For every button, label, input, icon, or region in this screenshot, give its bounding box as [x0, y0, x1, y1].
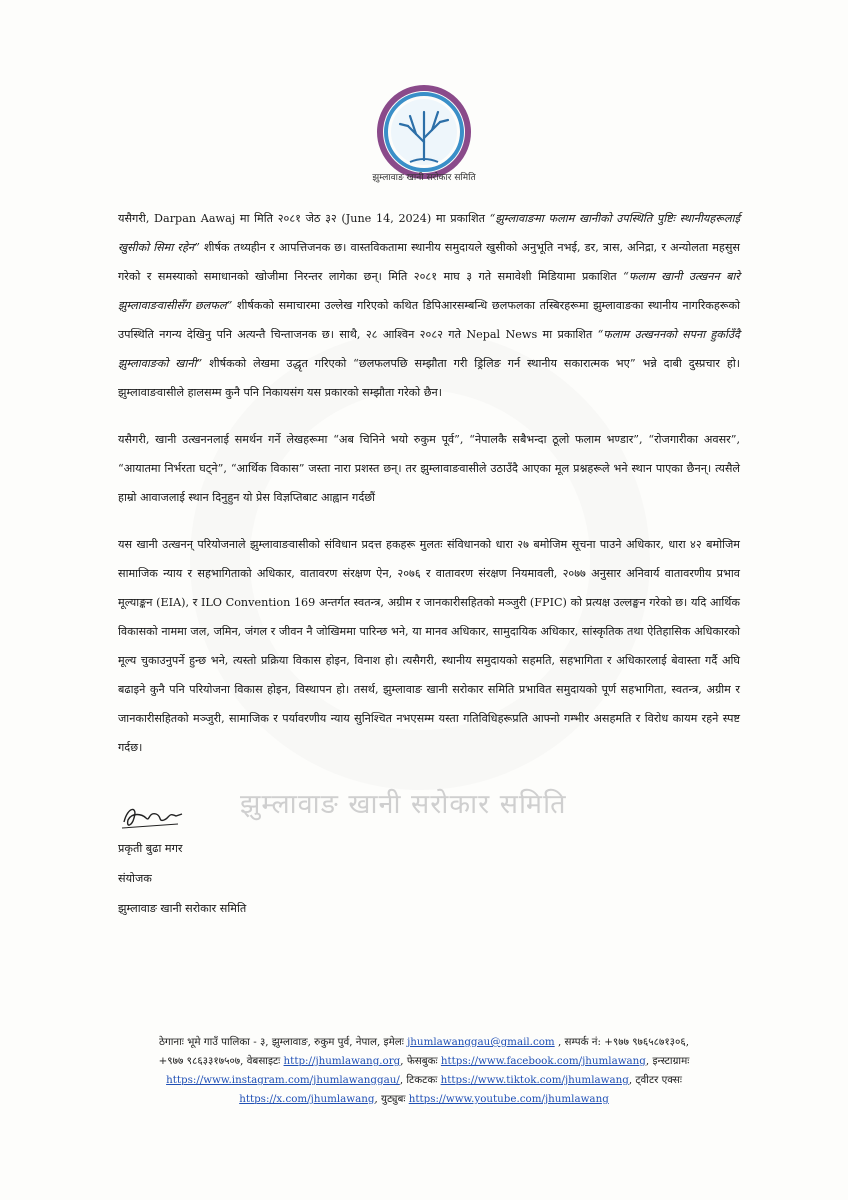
- p1-text-2: शीर्षक तथ्यहीन र आपत्तिजनक छ। वास्तविकतामा स्थानीय समुदायले खुसीको अनुभूति नभई, डर, त्रास, अनिद्रा, र अन्योलता महसुस गरेको र समस्याको समाधानको खोजीमा निरन्तर लागेका छन्। मिति २०८१ माघ ३ गते समावेशी मिडियामा प्रकाशित: [118, 241, 740, 283]
- p1-text-3: शीर्षकको समाचारमा उल्लेख गरिएको कथित डिपिआरसम्बन्धि छलफलका तस्बिरहरूमा झुम्लावाङका स्थानीय नागरिकहरूको उपस्थिति नगन्य देखिनु पनि अत्यन्तै चिन्ताजनक छ। साथै, २८ आश्विन २०८२ गते Nepal News मा प्रकाशित: [118, 299, 741, 341]
- footer-x-label: , ट्वीटर एक्सः: [628, 1074, 682, 1086]
- logo-caption: झुम्लावाङ खानी सरोकार समिति: [372, 173, 476, 183]
- instagram-link[interactable]: https://www.instagram.com/jhumlawanggau/: [166, 1074, 400, 1086]
- contact-footer: [120, 1033, 728, 1109]
- footer-phone: , सम्पर्क नं: +९७७ ९७६५८७१३०६,: [554, 1036, 690, 1048]
- footer-instagram-label: , इन्स्टाग्रामः: [645, 1055, 690, 1067]
- footer-phone-2: +९७७ ९८६३३१७५०७, वेबसाइटः: [158, 1055, 284, 1067]
- paragraph-1: [118, 204, 740, 407]
- email-link[interactable]: jhumlawanggau@gmail.com: [407, 1036, 555, 1048]
- p1-quote-1: “झुम्लावाङमा फलाम खानीको उपस्थिति पुष्टिः स्थानीयहरूलाई खुसीको सिमा रहेन”: [118, 212, 740, 254]
- p1-quote-3: “फलाम उत्खननको सपना हुर्काउँदै झुम्लावाङको खानी”: [118, 328, 740, 370]
- signature-icon: [118, 800, 188, 834]
- tiktok-link[interactable]: https://www.tiktok.com/jhumlawang: [440, 1074, 629, 1086]
- paragraph-2: यसैगरी, खानी उत्खननलाई समर्थन गर्ने लेखहरूमा “अब चिनिने भयो रुकुम पूर्व”, “नेपालकै सबैभन्दा ठूलो फलाम भण्डार”, “रोजगारीका अवसर”, “आयातमा निर्भरता घट्ने”, “आर्थिक विकास” जस्ता नारा प्रशस्त छन्। तर झुम्लावाङवासीले उठाउँदै आएका मूल प्रश्नहरूले भने स्थान पाएका छैनन्। त्यसैले हाम्रो आवाजलाई स्थान दिनुहुन यो प्रेस विज्ञप्तिबाट आह्वान गर्दछौं: [118, 433, 740, 504]
- paragraph-3: यस खानी उत्खनन् परियोजनाले झुम्लावाङवासीको संविधान प्रदत्त हकहरू मुलतः संविधानको धारा २७ बमोजिम सूचना पाउने अधिकार, धारा ४२ बमोजिम सामाजिक न्याय र सहभागिताको अधिकार, वातावरण संरक्षण ऐन, २०७६ र वातावरण संरक्षण नियमावली, २०७७ अनुसार अनिवार्य वातावरणीय प्रभाव मूल्याङ्कन (EIA), र ILO Convention 169 अन्तर्गत स्वतन्त्र, अग्रीम र जानकारीसहितको मञ्जुरी (FPIC) को प्रत्यक्ष उल्लङ्घन गरेको छ। यदि आर्थिक विकासको नाममा जल, जमिन, जंगल र जीवन नै जोखिममा पारिन्छ भने, या मानव अधिकार, सामुदायिक अधिकार, सांस्कृतिक तथा ऐतिहासिक अधिकारको मूल्य चुकाउनुपर्ने हुन्छ भने, त्यस्तो प्रक्रिया विकास होइन, विनाश हो। त्यसैगरी, स्थानीय समुदायको सहमति, सहभागिता र अधिकारलाई बेवास्ता गर्दै अघि बढाइने कुनै पनि परियोजना विकास होइन, विस्थापन हो। तसर्थ, झुम्लावाङ खानी सरोकार समिति प्रभावित समुदायको पूर्ण सहभागिता, स्वतन्त्र, अग्रीम र जानकारीसहितको मञ्जुरी, सामाजिक र पर्यावरणीय न्याय सुनिश्चित नभएसम्म यस्ता गतिविधिहरूप्रति आफ्नो गम्भीर असहमति र विरोध कायम रहने स्पष्ट गर्दछ।: [118, 538, 740, 754]
- facebook-link[interactable]: https://www.facebook.com/jhumlawang: [440, 1055, 646, 1067]
- footer-facebook-label: , फेसबुकः: [400, 1055, 441, 1067]
- footer-address: ठेगानाः भूमे गाउँ पालिका - ३, झुम्लावाङ, रुकुम पुर्व, नेपाल, इमेलः: [158, 1036, 408, 1048]
- letter-body: [118, 204, 740, 780]
- website-link[interactable]: http://jhumlawang.org: [283, 1055, 401, 1067]
- p1-quote-2: “फलाम खानी उत्खनन बारे झुम्लावाङवासीसँग छलफल”: [118, 270, 740, 312]
- signatory-role: संयोजक: [118, 872, 152, 885]
- signatory-org: झुम्लावाङ खानी सरोकार समिति: [118, 902, 247, 915]
- footer-tiktok-label: , टिकटकः: [399, 1074, 441, 1086]
- p1-text-4: शीर्षकको लेखमा उद्धृत गरिएको “छलफलपछि सम्झौता गरी ड्रिलिङ गर्न स्थानीय सकारात्मक भए” भन्ने दाबी दुस्प्रचार हो। झुम्लावाङवासीले हालसम्म कुनै पनि निकायसंग यस प्रकारको सम्झौता गरेको छैन।: [118, 357, 740, 399]
- footer-youtube-label: , युट्युबः: [374, 1093, 409, 1105]
- signatory-block: [118, 834, 246, 924]
- organization-watermark-text: झुम्लावाङ खानी सरोकार समिति: [240, 789, 567, 820]
- p1-text-1: यसैगरी, Darpan Aawaj मा मिति २०८१ जेठ ३२ (June 14, 2024) मा प्रकाशित: [118, 212, 490, 225]
- youtube-link[interactable]: https://www.youtube.com/jhumlawang: [408, 1093, 609, 1105]
- signatory-name: प्रकृती बुढा मगर: [118, 842, 183, 855]
- x-link[interactable]: https://x.com/jhumlawang: [239, 1093, 375, 1105]
